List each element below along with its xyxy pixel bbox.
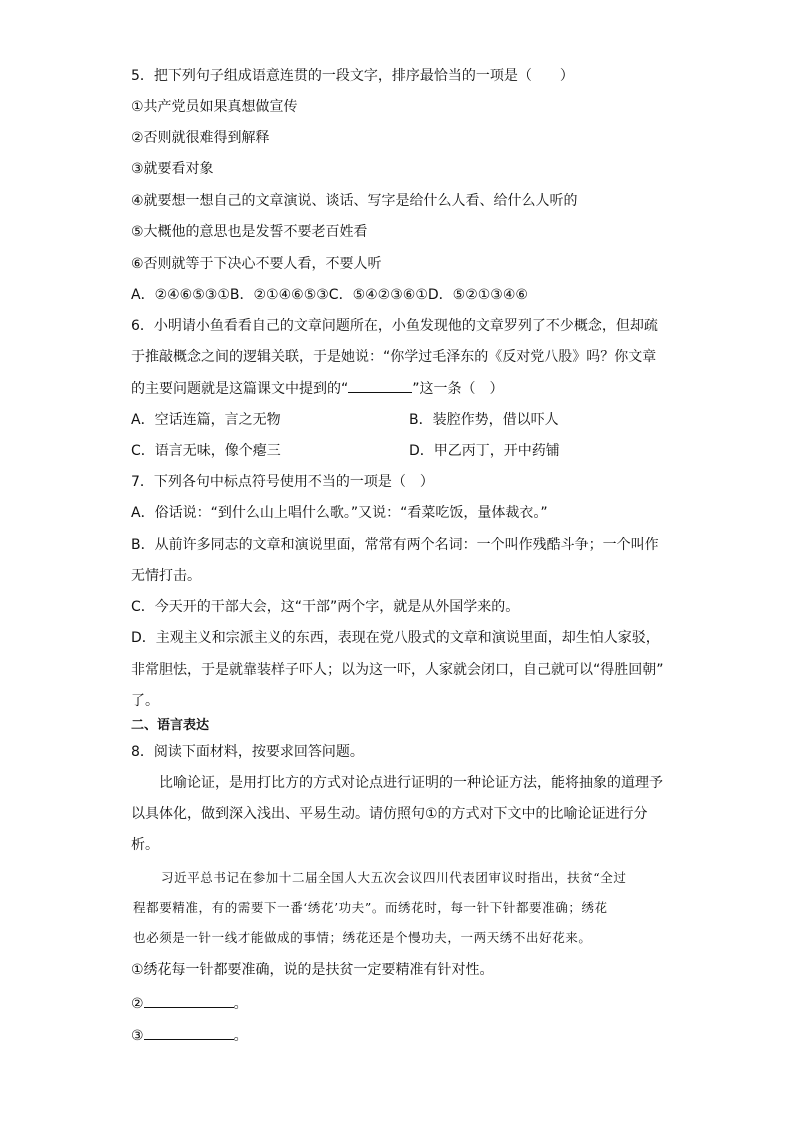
q8-answer-2-blank[interactable] — [144, 993, 234, 1008]
q8-paragraph-line-2: 以具体化，做到深入浅出、平易生动。请仿照句①的方式对下文中的比喻论证进行分 — [131, 806, 648, 822]
section-heading: 二、语言表达 — [131, 718, 210, 733]
q8-answer-3-period: 。 — [233, 1028, 248, 1044]
q7-option-d-line-1: D．主观主义和宗派主义的东西，表现在党八股式的文章和演说里面，却生怕人家驳， — [131, 630, 660, 646]
q6-stem-line-3 — [131, 378, 504, 399]
q6-option-b: B．装腔作势，借以吓人 — [409, 412, 559, 428]
q8-answer-2-marker: ② — [131, 996, 144, 1012]
q6-stem-line-1: 6．小明请小鱼看看自己的文章问题所在，小鱼发现他的文章罗列了不少概念，但却疏 — [131, 318, 658, 334]
q6-stem-post: ”这一条（ ） — [412, 381, 504, 397]
q5-item-3: ③就要看对象 — [131, 161, 214, 177]
q6-option-row-1 — [131, 410, 281, 430]
q6-stem-pre: 的主要问题就是这篇课文中提到的“ — [131, 381, 349, 397]
q7-option-d-line-2: 非常胆怯，于是就靠装样子吓人；以为这一吓，人家就会闭口，自己就可以“得胜回朝” — [131, 662, 664, 678]
q7-option-b-line-2: 无情打击。 — [131, 568, 201, 584]
q8-answer-3-blank[interactable] — [144, 1025, 234, 1040]
q8-quote-line-3: 也必须是一针一线才能做成的事情；绣花还是个慢功夫，一两天绣不出好花来。 — [133, 930, 592, 945]
q5-item-6: ⑥否则就等于下决心不要人看，不要人听 — [131, 256, 382, 272]
q8-answer-3-marker: ③ — [131, 1028, 144, 1044]
q6-option-d: D．甲乙丙丁，开中药铺 — [409, 443, 560, 459]
q5-item-5: ⑤大概他的意思也是发誓不要老百姓看 — [131, 224, 368, 240]
q8-quote-line-1: 习近平总书记在参加十二届全国人大五次会议四川代表团审议时指出，扶贫“全过 — [161, 870, 627, 885]
q7-option-d-line-3: 了。 — [131, 693, 159, 709]
q8-answer-1: ①绣花每一针都要准确，说的是扶贫一定要精准有针对性。 — [131, 962, 494, 978]
q7-option-b-line-1: B．从前许多同志的文章和演说里面，常常有两个名词：一个叫作残酷斗争；一个叫作 — [131, 537, 659, 553]
q5-options: A．②④⑥⑤③①B．②①④⑥⑤③C．⑤④②③⑥①D．⑤②①③④⑥ — [131, 287, 528, 303]
q6-answer-blank[interactable] — [348, 378, 412, 393]
q7-stem: 7．下列各句中标点符号使用不当的一项是（ ） — [131, 474, 434, 490]
q8-answer-2 — [131, 993, 248, 1014]
q5-item-2: ②否则就很难得到解释 — [131, 130, 270, 146]
q5-item-4: ④就要想一想自己的文章演说、谈话、写字是给什么人看、给什么人听的 — [131, 193, 578, 209]
q7-option-a: A．俗话说：“到什么山上唱什么歌。”又说：“看菜吃饭，量体裁衣。” — [131, 505, 548, 521]
q8-paragraph-line-1: 比喻论证，是用打比方的方式对论点进行证明的一种论证方法，能将抽象的道理予 — [159, 775, 663, 791]
q6-option-c: C．语言无味，像个瘪三 — [131, 443, 281, 459]
q8-quote-line-2: 程都要精准，有的需要下一番‘绣花’功夫”。而绣花时，每一针下针都要准确；绣花 — [133, 900, 608, 915]
q7-option-c: C．今天开的干部大会，这“干部”两个字，就是从外国学来的。 — [131, 599, 520, 615]
q8-answer-3 — [131, 1025, 248, 1046]
q8-paragraph-line-3: 析。 — [131, 837, 159, 853]
q8-answer-2-period: 。 — [233, 996, 248, 1012]
q6-stem-line-2: 于推敲概念之间的逻辑关联，于是她说：“你学过毛泽东的《反对党八股》吗？你文章 — [131, 349, 657, 365]
q8-stem: 8．阅读下面材料，按要求回答问题。 — [131, 744, 364, 760]
q6-option-a: A．空话连篇，言之无物 — [131, 412, 281, 428]
q5-stem: 5．把下列句子组成语意连贯的一段文字，排序最恰当的一项是（ ） — [131, 68, 574, 84]
q5-item-1: ①共产党员如果真想做宣传 — [131, 99, 298, 115]
